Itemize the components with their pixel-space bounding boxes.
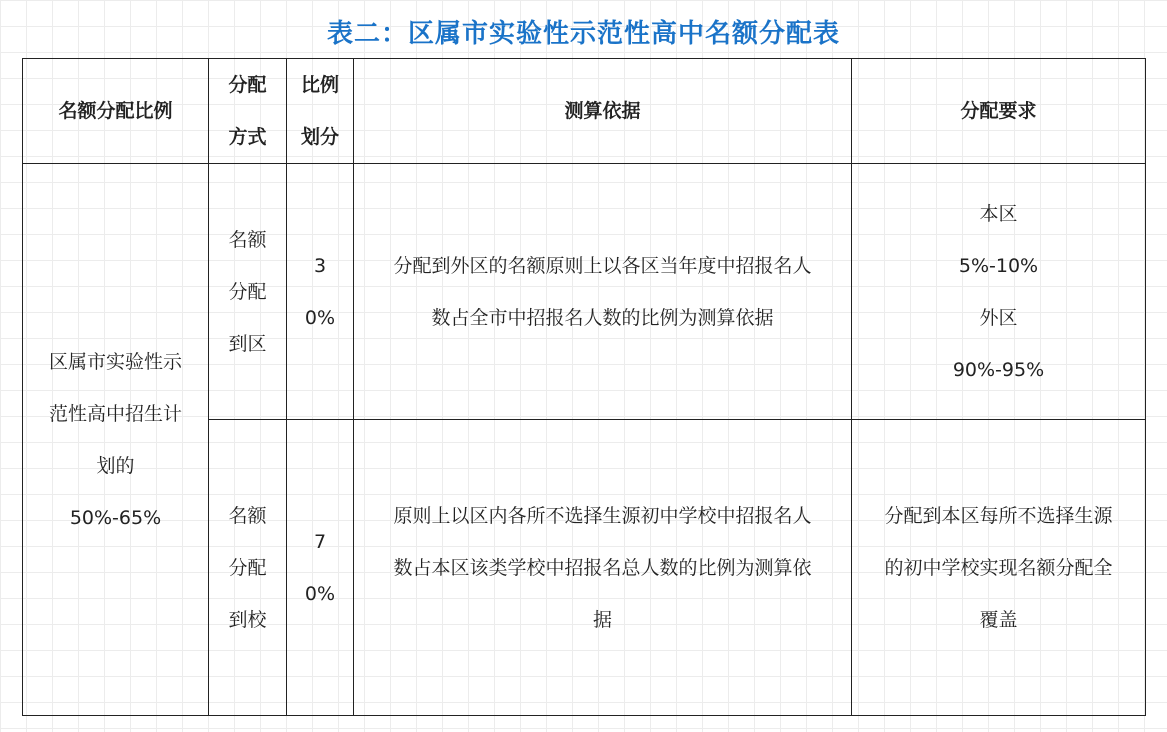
requirement-line: 外区 [979, 306, 1018, 329]
basis-cell [354, 420, 852, 716]
quota-table [22, 58, 1146, 716]
ratio-line: 7 [313, 530, 327, 553]
ratio-cell [287, 420, 354, 716]
basis-cell [354, 164, 852, 420]
basis-line: 分配到外区的名额原则上以各区当年度中招报名人 [393, 254, 812, 277]
table-row [23, 164, 1146, 420]
requirement-cell [852, 164, 1146, 420]
requirement-line: 的初中学校实现名额分配全 [884, 556, 1113, 579]
header-ratio-line1: 比例 [300, 74, 339, 96]
ratio-line: 3 [313, 254, 327, 277]
header-basis: 测算依据 [354, 59, 852, 164]
method-cell [209, 164, 287, 420]
header-method-line2: 方式 [228, 126, 267, 148]
header-row [23, 59, 1146, 164]
quota-ratio-line: 划的 [96, 454, 135, 477]
requirement-line: 90%-95% [952, 358, 1045, 381]
requirement-line: 覆盖 [979, 608, 1018, 631]
method-cell [209, 420, 287, 716]
ratio-cell [287, 164, 354, 420]
requirement-line: 本区 [979, 202, 1018, 225]
requirement-line: 5%-10% [958, 254, 1039, 277]
requirement-cell [852, 420, 1146, 716]
quota-ratio-line: 区属市实验性示 [48, 350, 182, 373]
header-quota-ratio: 名额分配比例 [23, 59, 209, 164]
quota-ratio-line: 50%-65% [69, 506, 162, 529]
basis-line: 数占全市中招报名人数的比例为测算依据 [431, 306, 774, 329]
basis-line: 据 [592, 608, 612, 631]
basis-line: 数占本区该类学校中招报名总人数的比例为测算依 [393, 556, 812, 579]
header-ratio [287, 59, 354, 164]
method-line: 名额 [228, 228, 267, 251]
ratio-line: 0% [304, 582, 336, 605]
ratio-line: 0% [304, 306, 336, 329]
quota-ratio-line: 范性高中招生计 [48, 402, 182, 425]
basis-line: 原则上以区内各所不选择生源初中学校中招报名人 [393, 504, 812, 527]
method-line: 到校 [228, 608, 267, 631]
header-method [209, 59, 287, 164]
method-line: 分配 [228, 556, 267, 579]
method-line: 到区 [228, 332, 267, 355]
quota-ratio-cell [23, 164, 209, 716]
page-title: 表二：区属市实验性示范性高中名额分配表 [326, 19, 840, 49]
method-line: 名额 [228, 504, 267, 527]
method-line: 分配 [228, 280, 267, 303]
header-method-line1: 分配 [228, 74, 267, 96]
header-ratio-line2: 划分 [300, 126, 339, 148]
header-requirement: 分配要求 [852, 59, 1146, 164]
requirement-line: 分配到本区每所不选择生源 [884, 504, 1113, 527]
